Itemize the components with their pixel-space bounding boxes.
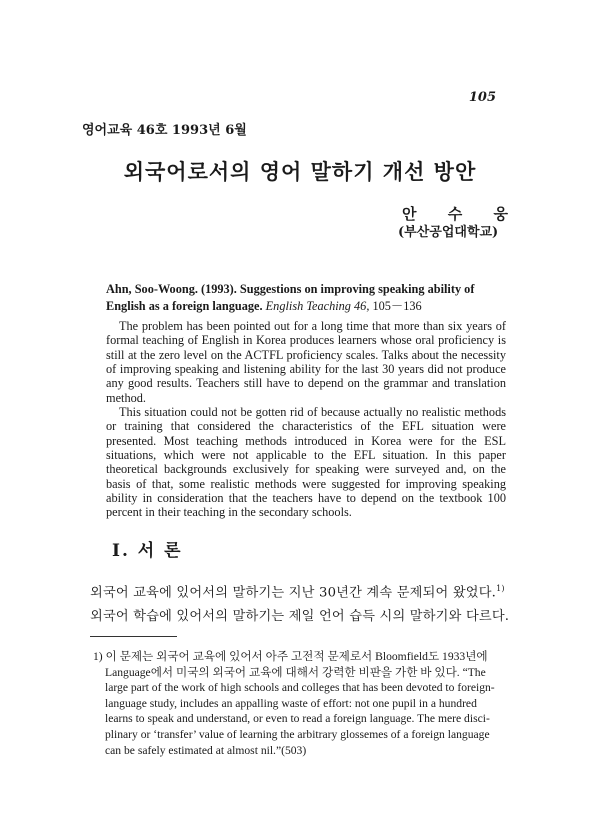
- footnote-line: learns to speak and understand, or even to read a foreign language. The mere disci-: [105, 712, 490, 726]
- author-affiliation: (부산공업대학교): [398, 225, 499, 240]
- footnote-line: plinary or ‘transfer’ value of learning the arbitrary glossemes of a foreign language: [105, 727, 490, 741]
- abstract: [106, 319, 506, 520]
- paper-title: 외국어로서의 영어 말하기 개선 방안: [123, 159, 477, 184]
- footnote-line: can be safely estimated at almost nil.”(503): [105, 743, 307, 757]
- section-heading: Ⅰ. 서 론: [112, 541, 183, 561]
- abstract-paragraph: The problem has been pointed out for a long time that more than six years of formal teaching of English in Korea produces learners whose oral proficiency is still at the zero level on the ACTFL proficiency scales. Talks about the necessity of improving speaking and listening ability for the last 30 years did not produce any good results. Teachers still have to depend on the grammar and translation method.: [106, 319, 506, 405]
- author-name-char: 안: [402, 205, 417, 223]
- author-name-char: 수: [447, 205, 463, 223]
- body-line: 외국어 학습에 있어서의 말하기는 제일 언어 습득 시의 말하기와 다르다.: [90, 609, 510, 625]
- footnote-line: Language에서 미국의 외국어 교육에 대해서 강력한 비판을 가한 바 있다. “The: [105, 665, 486, 679]
- abstract-paragraph: This situation could not be gotten rid of because actually no realistic methods or training that considered the characteristics of the EFL situation were presented. Most teaching methods introduced in Korea were for the ESL situations, which were not applicable to the EFL situation. In this paper theoretical backgrounds exclusively for speaking were surveyed and, on the basis of that, some realistic methods were suggested for improving speaking ability in consideration that the teachers have to depend on the textbook 100 percent in their teaching in the secondary schools.: [106, 405, 506, 520]
- footnote-line: large part of the work of high schools and colleges that has been devoted to foreign-: [105, 681, 495, 695]
- citation-journal: English Teaching 46,: [265, 299, 370, 313]
- citation: [106, 281, 506, 315]
- footnote-line: language study, includes an appalling waste of effort: not one pupil in a hundred: [105, 696, 477, 710]
- footnote-line: 1) 이 문제는 외국어 교육에 있어서 아주 고전적 문제로서 Bloomfield도 1933년에: [93, 650, 488, 663]
- footnote-mark: 1): [496, 584, 505, 593]
- citation-pages: 105－136: [372, 299, 422, 313]
- body-text: [90, 577, 520, 629]
- citation-reference: Ahn, Soo-Woong. (1993). Suggestions on improving speaking ability of English as a foreign language.: [106, 282, 475, 313]
- body-line-text: 외국어 교육에 있어서의 말하기는 지난 30년간 계속 문제되어 왔었다.: [90, 585, 497, 601]
- author-name-char: 웅: [493, 205, 508, 223]
- page-number: 105: [468, 90, 496, 105]
- footnote: [93, 649, 518, 758]
- journal-info: 영어교육 46호 1993년 6월: [82, 123, 247, 138]
- footnote-divider: [90, 636, 177, 637]
- body-line: [90, 577, 520, 605]
